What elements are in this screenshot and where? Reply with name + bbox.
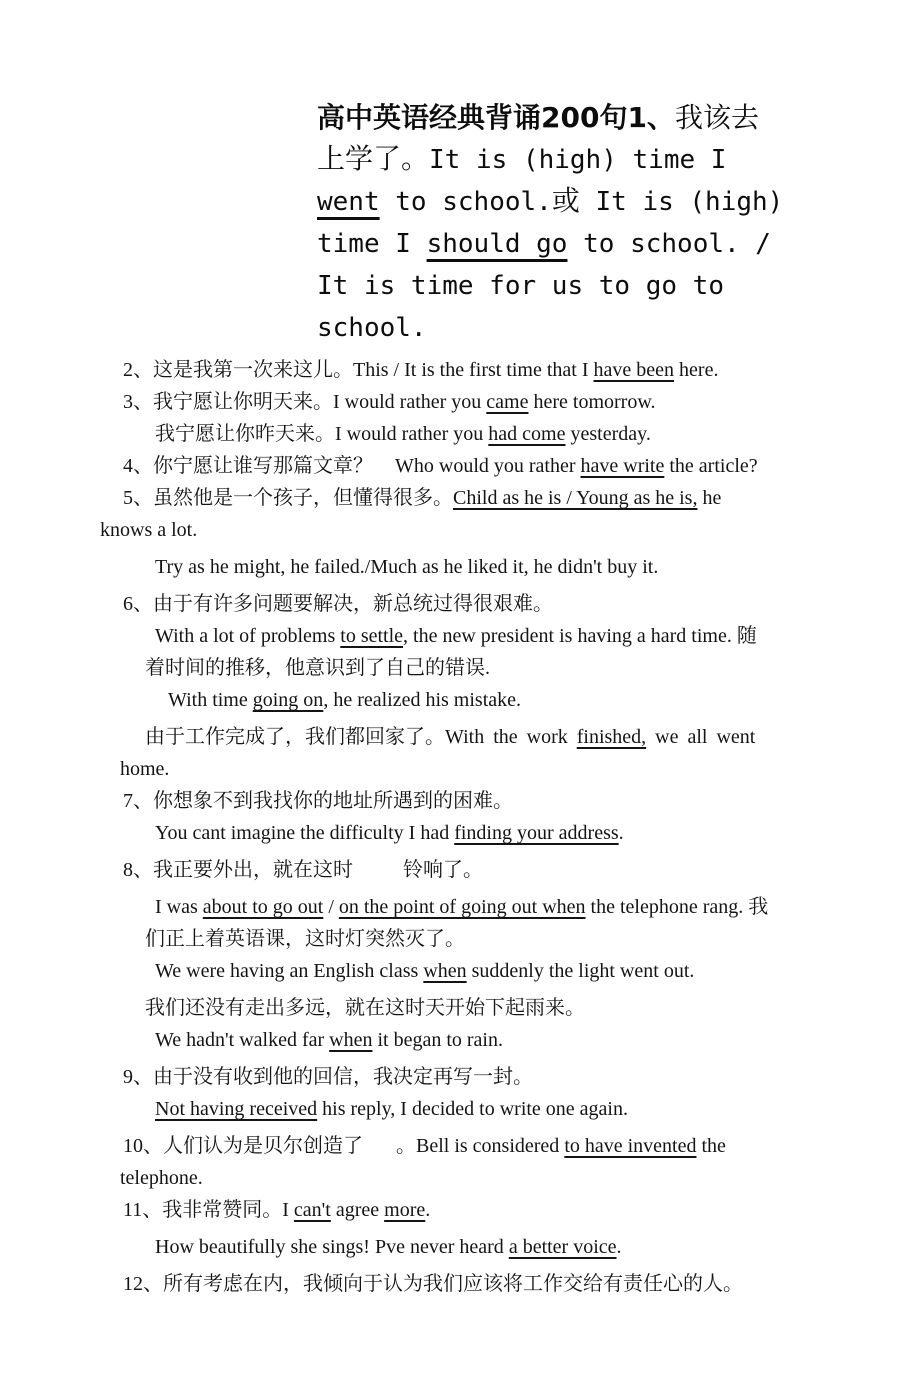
text-segment: 11、我非常赞同。I	[123, 1199, 294, 1221]
text-segment: time I	[317, 229, 427, 259]
text-segment: his reply, I decided to write one again.	[317, 1098, 628, 1120]
text-segment: knows a lot.	[100, 519, 198, 541]
underlined-text: finding your address	[454, 822, 619, 844]
text-segment: It is (high) time I	[429, 145, 727, 175]
text-segment: We were having an English class	[155, 960, 424, 982]
document-body	[0, 354, 920, 1300]
text-segment: to school. /	[567, 229, 771, 259]
underlined-text: to have invented	[564, 1135, 697, 1157]
underlined-text: on the point of going out when	[338, 896, 586, 918]
underlined-text: more	[384, 1199, 426, 1221]
text-segment: 上学了。	[317, 144, 430, 175]
text-line	[155, 955, 920, 987]
underlined-text: had come	[488, 423, 566, 445]
text-segment: 4、你宁愿让谁写那篇文章？	[123, 455, 373, 477]
text-segment: /	[323, 896, 339, 918]
text-segment: agree	[330, 1199, 385, 1221]
document-title	[317, 97, 817, 349]
text-line	[123, 588, 920, 620]
text-line	[123, 854, 920, 886]
text-segment: it began to rain.	[372, 1029, 503, 1051]
text-segment: the telephone rang. 我	[585, 896, 769, 918]
text-segment: 铃响了。	[403, 859, 483, 881]
underlined-text: Child as he is / Young as he is,	[453, 487, 698, 509]
text-segment: It is (high)	[579, 187, 784, 217]
text-line	[123, 386, 920, 418]
text-segment: 我宁愿让你昨天来。I would rather you	[155, 423, 489, 445]
text-line	[100, 514, 920, 546]
text-segment: home.	[120, 758, 170, 780]
text-segment: 2、这是我第一次来这儿。This / It is the first time that I	[123, 359, 594, 381]
text-segment: , the new president is having a hard time. 随	[403, 625, 757, 647]
text-line	[155, 551, 920, 583]
text-segment: It is time for us to go to	[317, 271, 724, 301]
text-segment: he	[697, 487, 722, 509]
text-segment: .	[618, 822, 624, 844]
text-segment: we all went	[646, 726, 756, 748]
title-line	[317, 97, 817, 139]
underlined-text: went	[317, 187, 380, 217]
text-segment: 我们还没有走出多远，就在这时天开始下起雨来。	[145, 997, 585, 1019]
text-segment: to school.	[379, 187, 552, 217]
text-segment: the	[696, 1135, 726, 1157]
text-segment: Try as he might, he failed./Much as he liked it, he didn't buy it.	[155, 556, 659, 578]
text-line	[123, 1061, 920, 1093]
text-line	[123, 354, 920, 386]
text-line	[155, 1231, 920, 1263]
text-segment: Who would you rather	[395, 455, 581, 477]
text-segment: 10、人们认为是贝尔创造了	[123, 1135, 363, 1157]
text-line	[155, 620, 920, 652]
text-line	[155, 891, 920, 923]
text-line	[145, 652, 920, 684]
text-line	[123, 482, 920, 514]
underlined-text: when	[329, 1029, 373, 1051]
text-line	[145, 923, 920, 955]
text-segment: telephone.	[120, 1167, 203, 1189]
text-line	[155, 418, 920, 450]
text-segment: .	[616, 1236, 622, 1258]
text-segment: 由于工作完成了，我们都回家了。With the work	[145, 726, 577, 748]
text-line	[123, 450, 920, 482]
underlined-text: came	[486, 391, 529, 413]
underlined-text: can't	[293, 1199, 331, 1221]
underlined-text: to settle	[340, 625, 404, 647]
text-segment: 6、由于有许多问题要解决，新总统过得很艰难。	[123, 593, 553, 615]
text-segment: .	[425, 1199, 431, 1221]
text-segment: 8、我正要外出，就在这时	[123, 859, 353, 881]
text-segment: suddenly the light went out.	[466, 960, 695, 982]
text-segment: 12、所有考虑在内，我倾向于认为我们应该将工作交给有责任心的人。	[123, 1273, 743, 1295]
text-segment: How beautifully she sings! Pve never heard	[155, 1236, 509, 1258]
underlined-text: have been	[593, 359, 675, 381]
title-line	[317, 181, 817, 223]
text-line	[120, 753, 920, 785]
text-segment: 着时间的推移，他意识到了自己的错误.	[145, 657, 490, 679]
text-segment: 。Bell is considered	[396, 1135, 565, 1157]
text-segment: I was	[155, 896, 203, 918]
underlined-text: finished,	[576, 726, 647, 748]
underlined-text: when	[423, 960, 467, 982]
title-line	[317, 139, 817, 181]
title-line	[317, 307, 817, 349]
text-line	[145, 992, 920, 1024]
text-segment: 5、虽然他是一个孩子，但懂得很多。	[123, 487, 453, 509]
text-segment: the article?	[664, 455, 758, 477]
text-segment: 3、我宁愿让你明天来。I would rather you	[123, 391, 487, 413]
text-line	[120, 1162, 920, 1194]
text-line	[123, 785, 920, 817]
text-segment: We hadn't walked far	[155, 1029, 330, 1051]
underlined-text: a better voice	[508, 1236, 617, 1258]
text-segment: 们正上着英语课，这时灯突然灭了。	[145, 928, 465, 950]
text-segment: You cant imagine the difficulty I had	[155, 822, 455, 844]
underlined-text: going on	[252, 689, 324, 711]
text-segment: With a lot of problems	[155, 625, 341, 647]
title-heading-text: 高中英语经典背诵200句1、	[317, 101, 675, 134]
text-segment: 或	[551, 186, 580, 217]
text-segment: here tomorrow.	[528, 391, 656, 413]
text-segment: yesterday.	[565, 423, 651, 445]
title-line	[317, 265, 817, 307]
text-segment: school.	[317, 313, 427, 343]
text-line	[155, 1024, 920, 1056]
text-line	[123, 1268, 920, 1300]
text-segment: 我该去	[674, 103, 759, 134]
text-segment: , he realized his mistake.	[323, 689, 522, 711]
text-segment: 9、由于没有收到他的回信，我决定再写一封。	[123, 1066, 533, 1088]
text-line	[123, 1194, 920, 1226]
text-segment: With time	[168, 689, 253, 711]
title-line	[317, 223, 817, 265]
text-line	[145, 721, 920, 753]
text-line	[168, 684, 920, 716]
text-line	[155, 817, 920, 849]
text-segment: here.	[674, 359, 719, 381]
text-line	[155, 1093, 920, 1125]
underlined-text: about to go out	[202, 896, 324, 918]
underlined-text: have write	[580, 455, 665, 477]
text-segment: 7、你想象不到我找你的地址所遇到的困难。	[123, 790, 513, 812]
underlined-text: Not having received	[155, 1098, 318, 1120]
text-line	[123, 1130, 920, 1162]
underlined-text: should go	[426, 229, 568, 259]
